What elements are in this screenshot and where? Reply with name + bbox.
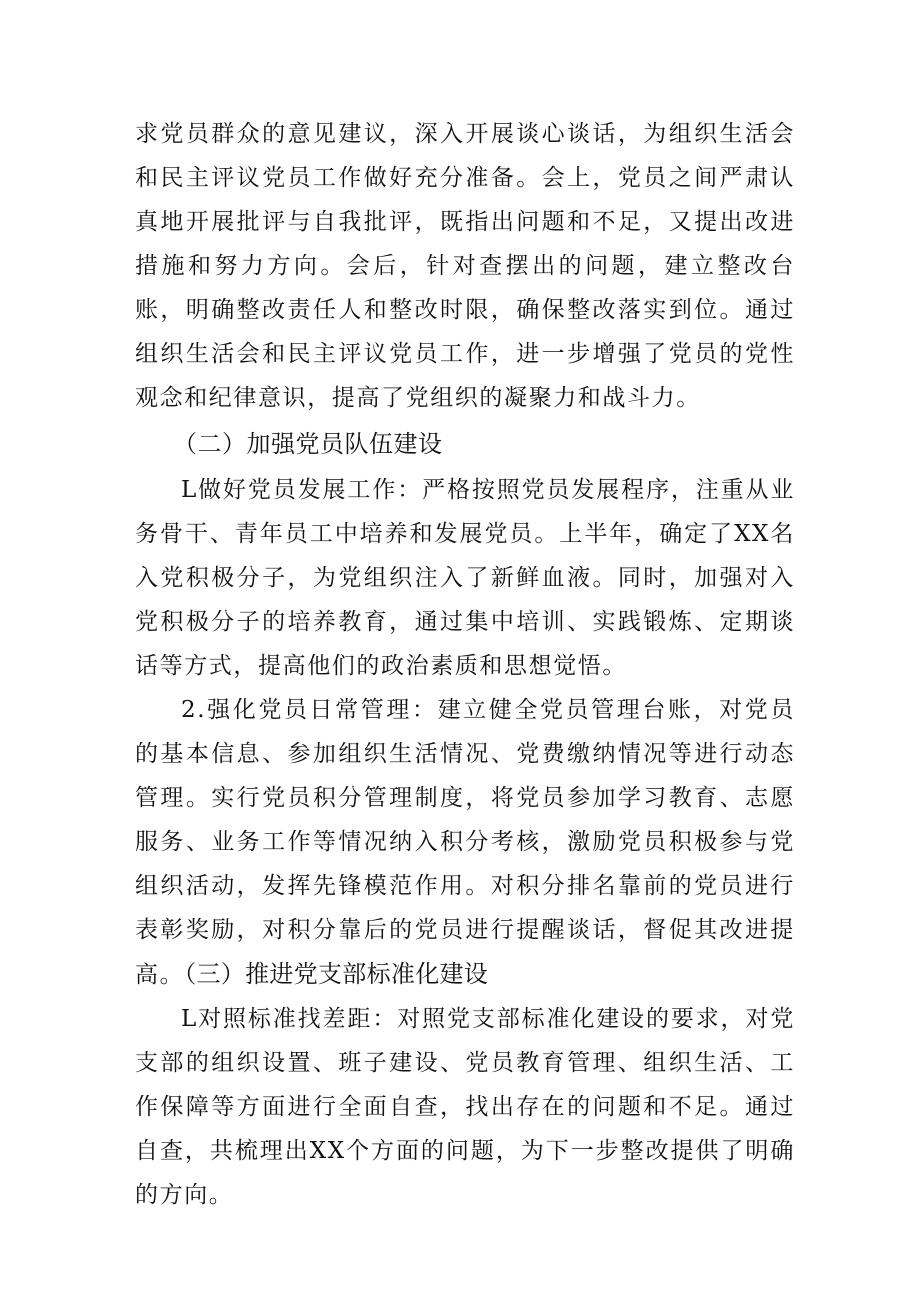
paragraph-3-text: 2.强化党员日常管理：建立健全党员管理台账，对党员的基本信息、参加组织生活情况、党费缴纳情况等进行动态管理。实行党员积分管理制度，将党员参加学习教育、志愿服务、业务工作等情况纳入积分考核，激励党员积极参与党组织活动，发挥先锋模范作用。对积分排名靠前的党员进行表彰奖励，对积分靠后的党员进行提醒谈话，督促其改进提高。	[135, 697, 795, 988]
paragraph-4: L对照标准找差距：对照党支部标准化建设的要求，对党支部的组织设置、班子建设、党员教育管理、组织生活、工作保障等方面进行全面自查，找出存在的问题和不足。通过自查，共梳理出XX个方面的问题，为下一步整改提供了明确的方向。	[135, 1006, 795, 1208]
section-heading-2: （二）加强党员队伍建设	[173, 430, 443, 458]
paragraph-2: L做好党员发展工作：严格按照党员发展程序，注重从业务骨干、青年员工中培养和发展党员。上半年，确定了XX名入党积极分子，为党组织注入了新鲜血液。同时，加强对入党积极分子的培养教育，通过集中培训、实践锻炼、定期谈话等方式，提高他们的政治素质和思想觉悟。	[135, 477, 795, 679]
paragraph-1: 求党员群众的意见建议，深入开展谈心谈话，为组织生活会和民主评议党员工作做好充分准备。会上，党员之间严肃认真地开展批评与自我批评，既指出问题和不足，又提出改进措施和努力方向。会后，针对查摆出的问题，建立整改台账，明确整改责任人和整改时限，确保整改落实到位。通过组织生活会和民主评议党员工作，进一步增强了党员的党性观念和纪律意识，提高了党组织的凝聚力和战斗力。	[135, 121, 795, 411]
paragraph-3	[135, 688, 795, 997]
document-page	[135, 112, 795, 1217]
section-heading-3: （三）推进党支部标准化建设	[184, 960, 489, 988]
